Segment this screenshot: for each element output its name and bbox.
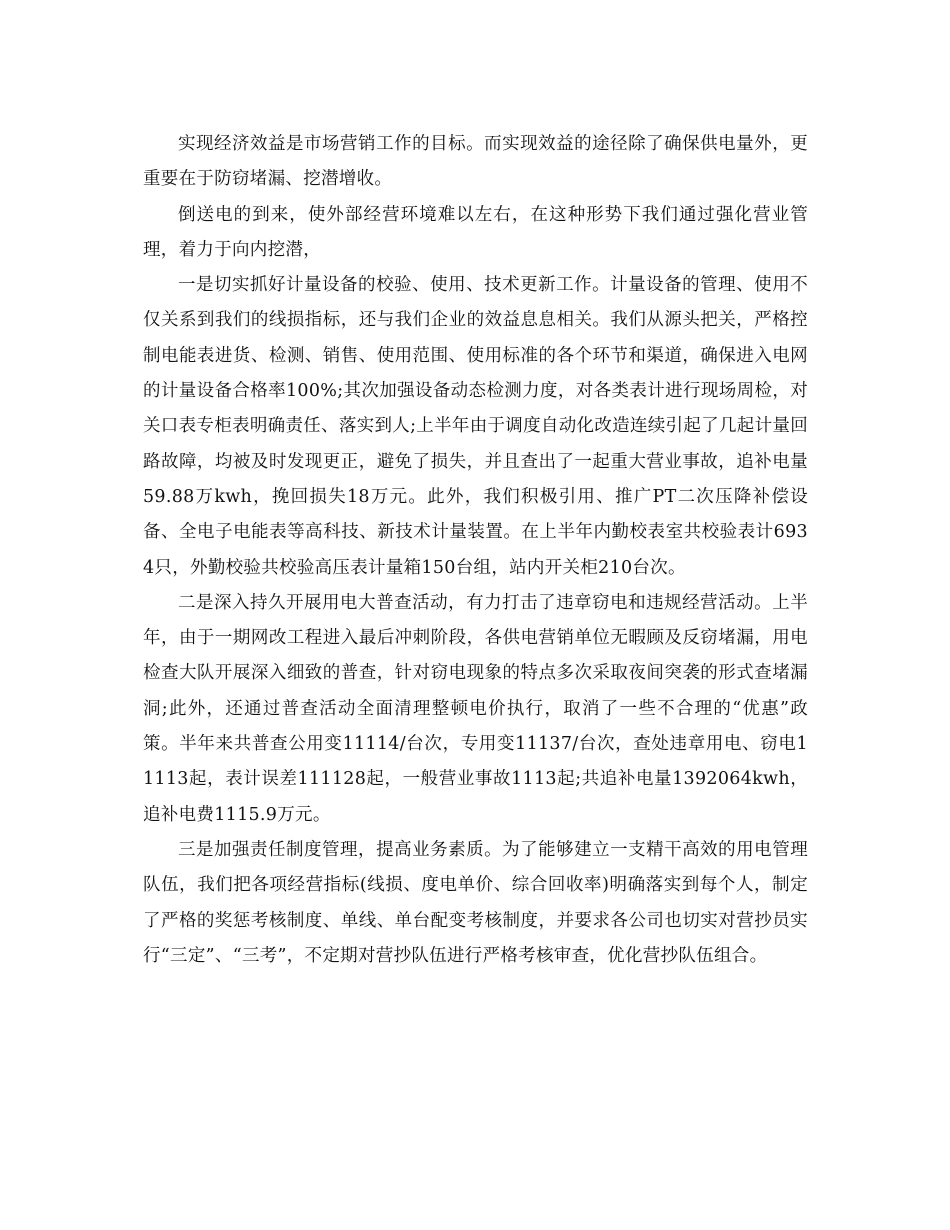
paragraph-inspection: 二是深入持久开展用电大普查活动，有力打击了违章窃电和违规经营活动。上半年，由于一期网改工程进入最后冲刺阶段，各供电营销单位无暇顾及反窃堵漏，用电检查大队开展深入细致的普查，针对窃电现象的特点多次采取夜间突袭的形式查堵漏洞;此外，还通过普查活动全面清理整顿电价执行，取消了一些不合理的“优惠”政策。半年来共普查公用变11114/台次，专用变11137/台次，查处违章用电、窃电11113起，表计误差111128起，一般营业事故1113起;共追补电量1392064kwh，追补电费1115.9万元。 bbox=[143, 592, 808, 825]
paragraph-intro: 实现经济效益是市场营销工作的目标。而实现效益的途径除了确保供电量外，更重要在于防窃堵漏、挖潜增收。 bbox=[143, 134, 808, 190]
document-body bbox=[143, 127, 808, 974]
paragraph-responsibility: 三是加强责任制度管理，提高业务素质。为了能够建立一支精干高效的用电管理队伍，我们把各项经营指标(线损、度电单价、综合回收率)明确落实到每个人，制定了严格的奖惩考核制度、单线、单台配变考核制度，并要求各公司也切实对营抄员实行“三定”、“三考”，不定期对营抄队伍进行严格考核审查，优化营抄队伍组合。 bbox=[143, 839, 808, 966]
paragraph-context: 倒送电的到来，使外部经营环境难以左右，在这种形势下我们通过强化营业管理，着力于向内挖潜， bbox=[143, 204, 808, 260]
paragraph-metering: 一是切实抓好计量设备的校验、使用、技术更新工作。计量设备的管理、使用不仅关系到我们的线损指标，还与我们企业的效益息息相关。我们从源头把关，严格控制电能表进货、检测、销售、使用范围、使用标准的各个环节和渠道，确保进入电网的计量设备合格率100%;其次加强设备动态检测力度，对各类表计进行现场周检，对关口表专柜表明确责任、落实到人;上半年由于调度自动化改造连续引起了几起计量回路故障，均被及时发现更正，避免了损失，并且查出了一起重大营业事故，追补电量59.88万kwh，挽回损失18万元。此外，我们积极引用、推广PT二次压降补偿设备、全电子电能表等高科技、新技术计量装置。在上半年内勤校表室共校验表计6934只，外勤校验共校验高压表计量箱150台组，站内开关柜210台次。 bbox=[143, 275, 808, 578]
